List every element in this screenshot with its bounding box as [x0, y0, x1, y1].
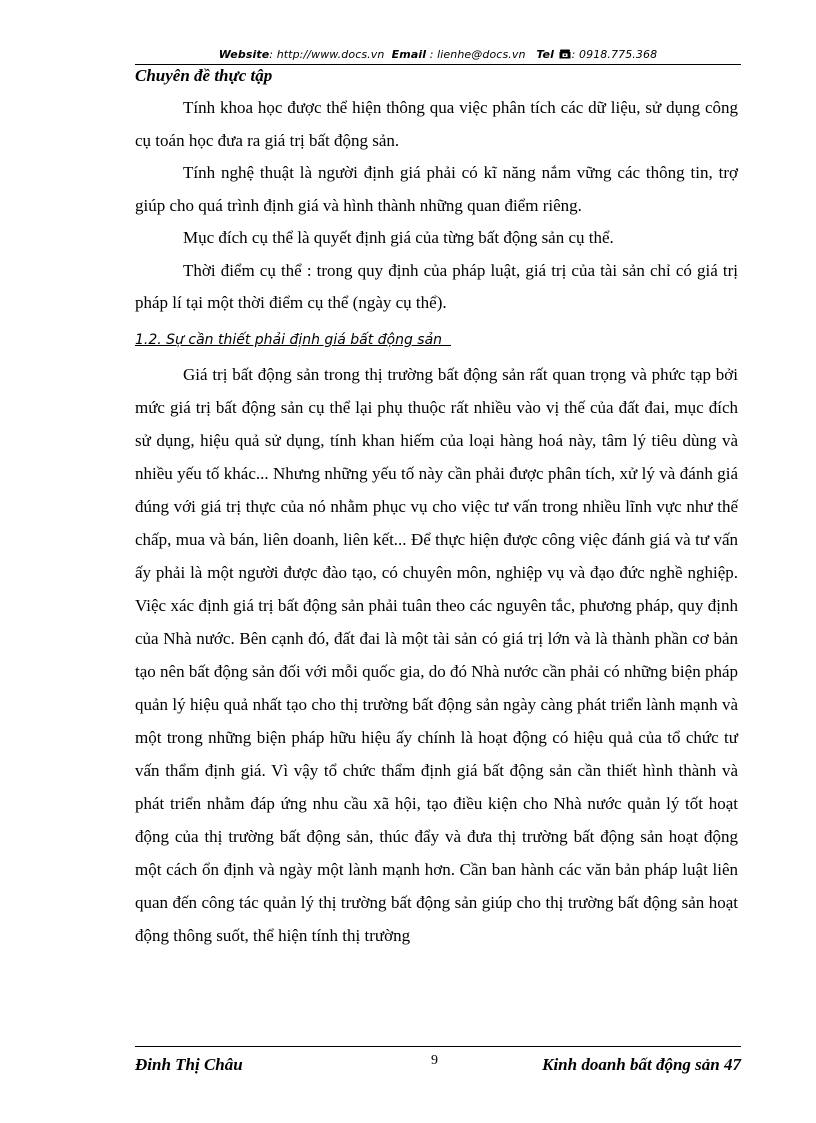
paragraph-main: Giá trị bất động sản trong thị trường bất động sản rất quan trọng và phức tạp bởi mức giá trị bất động sản cụ thể lại phụ thuộc rất nhiều vào vị thế của đất đai, mục đích sử dụng, hiệu quả sử dụng, tính khan hiếm của loại hàng hoá này, tâm lý tiêu dùng và nhiều yếu tố khác... Nhưng những yếu tố này cần phải được phân tích, xử lý và đánh giá đúng với giá trị thực của nó nhằm phục vụ cho việc tư vấn trong nhiều lĩnh vực như thế chấp, mua và bán, liên doanh, liên kết... Để thực hiện được công việc đánh giá và tư vấn ấy phải là một người được đào tạo, có chuyên môn, nghiệp vụ và đạo đức nghề nghiệp. Việc xác định giá trị bất động sản phải tuân theo các nguyên tắc, phương pháp, quy định của Nhà nước. Bên cạnh đó, đất đai là một tài sản có giá trị lớn và là thành phần cơ bản tạo nên bất động sản đối với mỗi quốc gia, do đó Nhà nước cần phải có những biện pháp quản lý hiệu quả nhất tạo cho thị trường bất động sản ngày càng phát triển lành mạnh và một trong những biện pháp hữu hiệu ấy chính là hoạt động có hiệu quả của tổ chức tư vấn thẩm định giá. Vì vậy tổ chức thẩm định giá bất động sản cần thiết hình thành và phát triển nhằm đáp ứng nhu cầu xã hội, tạo điều kiện cho Nhà nước quản lý tốt hoạt động của thị trường bất động sản, thúc đẩy và đưa thị trường bất động sản hoạt động một cách ổn định và ngày một lành mạnh hơn. Cần ban hành các văn bản pháp luật liên quan đến công tác quản lý thị trường bất động sản giúp cho thị trường bất động sản hoạt động thông suốt, thể hiện tính thị trường: [135, 364, 738, 945]
footer-course: Kinh doanh bất động sản 47: [542, 1055, 741, 1074]
header-divider: [135, 64, 741, 65]
page-footer: [135, 1046, 741, 1079]
tel-value: : 0918.775.368: [571, 48, 658, 61]
paragraph: Tính nghệ thuật là người định giá phải có kĩ năng nắm vững các thông tin, trợ giúp cho quá trình định giá và hình thành những quan điểm riêng.: [135, 163, 738, 215]
paragraph: Tính khoa học được thể hiện thông qua việc phân tích các dữ liệu, sử dụng công cụ toán học đưa ra giá trị bất động sản.: [135, 98, 738, 150]
website-value[interactable]: : http://www.docs.vn: [269, 48, 385, 61]
website-label: Website: [218, 48, 270, 61]
email-value[interactable]: : lienhe@docs.vn: [426, 48, 526, 61]
document-body: [135, 92, 738, 952]
phone-icon: [559, 49, 571, 59]
section-title: Chuyên đề thực tập: [135, 66, 273, 85]
tel-label: Tel: [536, 48, 554, 61]
paragraph: Thời điểm cụ thể : trong quy định của pháp luật, giá trị của tài sản chỉ có giá trị pháp lí tại một thời điểm cụ thể (ngày cụ thể).: [135, 260, 738, 312]
page-header: [135, 48, 741, 86]
footer-author: Đinh Thị Châu: [135, 1055, 243, 1074]
email-label: Email: [391, 48, 427, 61]
contact-line: [135, 48, 741, 61]
section-heading: 1.2. Sự cần thiết phải định giá bất động sản: [135, 331, 451, 348]
paragraph: Mục đích cụ thể là quyết định giá của từng bất động sản cụ thể.: [183, 228, 614, 247]
footer-divider: [135, 1046, 741, 1047]
page-number: 9: [431, 1053, 438, 1068]
